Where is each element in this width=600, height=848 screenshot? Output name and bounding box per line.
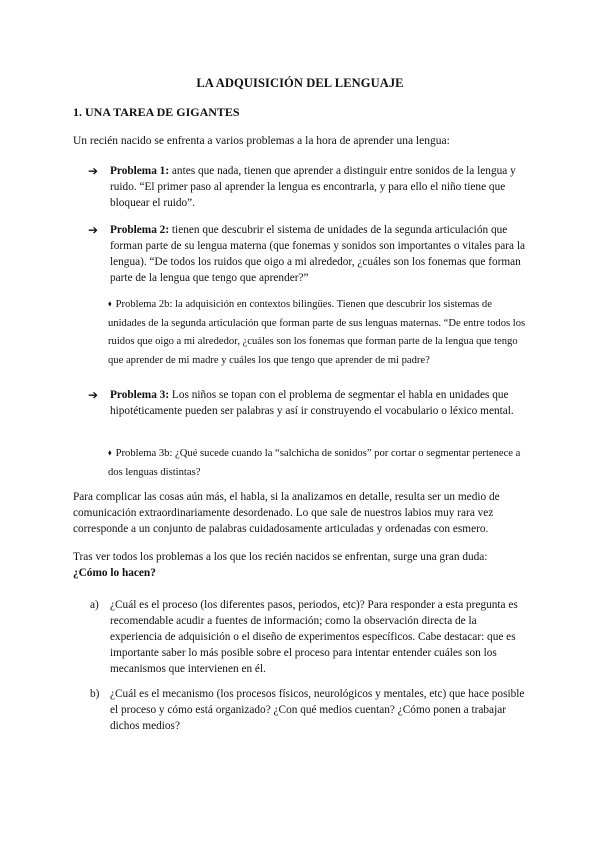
subproblem-3b: [108, 444, 526, 482]
list-item-b: [90, 686, 530, 734]
arrow-icon: ➔: [88, 388, 99, 402]
problem-3-text: [110, 387, 528, 419]
problem-1-body: antes que nada, tienen que aprender a distinguir entre sonidos de la lengua y ruido. “El primer paso al aprender la lengua es encontrarla, y para ello el niño tiene que bloquear el ruido”.: [110, 165, 516, 209]
list-item-a-text: ¿Cuál es el proceso (los diferentes pasos, periodos, etc)? Para responder a esta pregunta es recomendable acudir a fuentes de información; como la observación directa de la experiencia de adquisición o el diseño de experimentos específicos. Cabe destacar: que es importante saber lo más posible sobre el proceso para intentar entender cuáles son los mecanismos que intervienen en él.: [110, 599, 518, 675]
problem-3-label: Problema 3:: [110, 389, 170, 401]
question-heading: ¿Cómo lo hacen?: [73, 567, 156, 579]
problem-2-body: tienen que descubrir el sistema de unidades de la segunda articulación que forman parte de su lengua materna (que fonemas y sonidos son importantes o vitales para la lengua). “De todos los ruidos que oigo a mi alrededor, ¿cuáles son los fonemas que forman parte de la lengua que tengo que aprender?”: [110, 224, 526, 284]
list-item-a: [90, 597, 530, 677]
list-marker-b: b): [90, 688, 100, 700]
section-heading: 1. UNA TAREA DE GIGANTES: [73, 105, 240, 119]
subproblem-2b-text: Problema 2b: la adquisición en contextos bilingües. Tienen que descubrir los sistemas de unidades de la segunda articulación que forman parte de sus lenguas maternas. “De entre todos los ruidos que oigo a mi alrededor, ¿cuáles son los fonemas que forman parte de la lengua que tengo que aprender de mi madre y cuáles los que tengo que aprender de mi padre?: [108, 299, 526, 366]
arrow-icon: ➔: [88, 223, 99, 237]
list-marker-a: a): [90, 599, 99, 611]
problem-1-label: Problema 1:: [110, 165, 170, 177]
problem-3-body: Los niños se topan con el problema de segmentar el habla en unidades que hipotéticamente pueden ser palabras y así ir construyendo el vocabulario o léxico mental.: [110, 389, 514, 417]
paragraph-question-text: Tras ver todos los problemas a los que los recién nacidos se enfrentan, surge una gran duda:: [73, 551, 488, 563]
paragraph-complexity: Para complicar las cosas aún más, el habla, si la analizamos en detalle, resulta ser un medio de comunicación extraordinariamente desordenado. Lo que sale de nuestros labios muy rara vez corresponde a un conjunto de palabras cuidadosamente articuladas y ordenadas con esmero.: [73, 491, 500, 535]
arrow-icon: ➔: [88, 164, 99, 178]
subproblem-2b: [108, 295, 526, 370]
problem-1: [88, 163, 528, 211]
diamond-bullet-icon: ⬧: [108, 448, 112, 457]
subproblem-3b-text: Problema 3b: ¿Qué sucede cuando la “salchicha de sonidos” por cortar o segmentar pertenece a dos lenguas distintas?: [108, 448, 521, 478]
problem-2-text: [110, 222, 528, 286]
problem-2: [88, 222, 528, 286]
intro-text: Un recién nacido se enfrenta a varios problemas a la hora de aprender una lengua:: [73, 135, 450, 147]
problem-1-text: [110, 163, 528, 211]
diamond-bullet-icon: ⬧: [108, 299, 112, 308]
paragraph-question: [73, 549, 528, 581]
document-title: LA ADQUISICIÓN DEL LENGUAJE: [196, 76, 404, 90]
list-item-b-text: ¿Cuál es el mecanismo (los procesos físicos, neurológicos y mentales, etc) que hace posible el proceso y cómo está organizado? ¿Con qué medios cuentan? ¿Cómo ponen a trabajar dichos medios?: [110, 688, 525, 732]
problem-2-label: Problema 2:: [110, 224, 170, 236]
problem-3: [88, 387, 528, 419]
